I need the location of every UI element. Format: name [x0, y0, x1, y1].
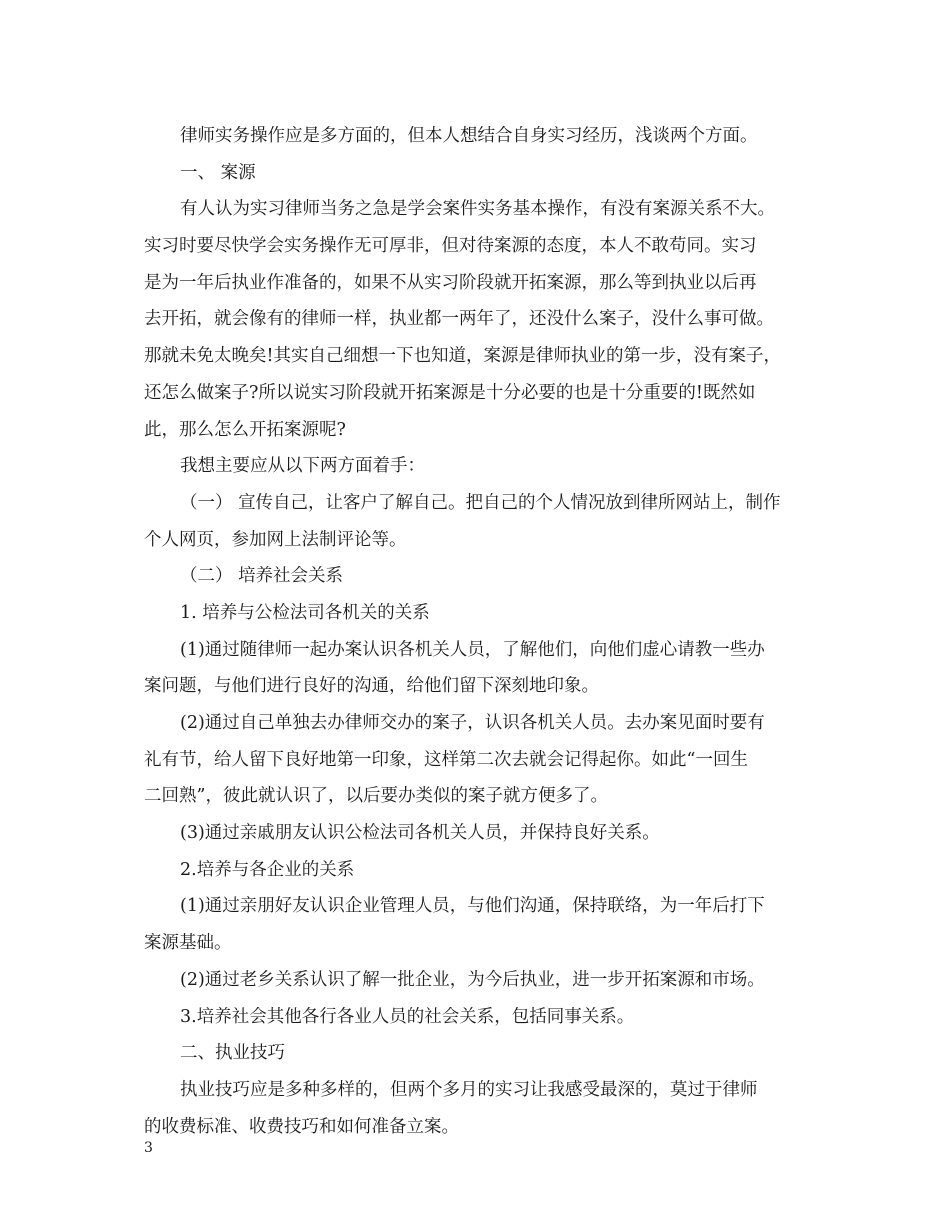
text-line: 还怎么做案子?所以说实习阶段就开拓案源是十分必要的也是十分重要的!既然如 [144, 382, 756, 403]
text-line: (1)通过随律师一起办案认识各机关人员，了解他们，向他们虚心请教一些办 [180, 639, 765, 660]
text-line: 个人网页，参加网上法制评论等。 [144, 529, 407, 550]
text-line: (2)通过自己单独去办律师交办的案子，认识各机关人员。去办案见面时要有 [180, 713, 765, 733]
section-heading: 一、 案源 [180, 162, 256, 183]
text-line: 二回熟”，彼此就认识了，以后要办类似的案子就方便多了。 [144, 786, 608, 807]
subsection-heading: （二） 培养社会关系 [180, 566, 344, 587]
text-line: 案源基础。 [144, 933, 232, 954]
text-line: 律师实务操作应是多方面的，但本人想结合自身实习经历，浅谈两个方面。 [180, 126, 758, 146]
section-heading: 二、执业技巧 [180, 1043, 285, 1064]
text-line: 是为一年后执业作准备的，如果不从实习阶段就开拓案源，那么等到执业以后再 [144, 272, 757, 293]
text-line: 有人认为实习律师当务之急是学会案件实务基本操作，有没有案源关系不大。 [180, 199, 775, 220]
text-line: 我想主要应从以下两方面着手： [180, 456, 425, 477]
text-line: 礼有节，给人留下良好地第一印象，这样第二次去就会记得起你。如此“一回生 [144, 749, 748, 770]
subsection-heading: 2.培养与各企业的关系 [180, 859, 355, 880]
text-line: 执业技巧应是多种多样的，但两个多月的实习让我感受最深的，莫过于律师 [180, 1079, 758, 1100]
subsection-heading: 1. 培养与公检法司各机关的关系 [180, 602, 430, 623]
text-line: 此，那么怎么开拓案源呢? [144, 419, 346, 440]
text-line: 那就未免太晚矣!其实自己细想一下也知道，案源是律师执业的第一步，没有案子， [144, 346, 782, 367]
text-line: 的收费标准、收费技巧和如何准备立案。 [144, 1116, 459, 1137]
text-line: (2)通过老乡关系认识了解一批企业，为今后执业，进一步开拓案源和市场。 [180, 969, 765, 990]
text-line: 案问题，与他们进行良好的沟通，给他们留下深刻地印象。 [144, 676, 599, 697]
text-line: (1)通过亲朋好友认识企业管理人员，与他们沟通，保持联络，为一年后打下 [180, 896, 765, 917]
page-number: 3 [144, 1140, 153, 1156]
text-line: 去开拓，就会像有的律师一样，执业都一两年了，还没什么案子，没什么事可做。 [144, 309, 774, 330]
document-body [144, 118, 816, 1145]
subsection-heading: 3.培养社会其他各行各业人员的社会关系，包括同事关系。 [180, 1006, 635, 1027]
text-line: 实习时要尽快学会实务操作无可厚非，但对待案源的态度，本人不敢苟同。实习 [144, 236, 757, 257]
text-line: （一） 宣传自己，让客户了解自己。把自己的个人情况放到律所网站上，制作 [180, 492, 781, 513]
text-line: (3)通过亲戚朋友认识公检法司各机关人员，并保持良好关系。 [180, 823, 660, 844]
